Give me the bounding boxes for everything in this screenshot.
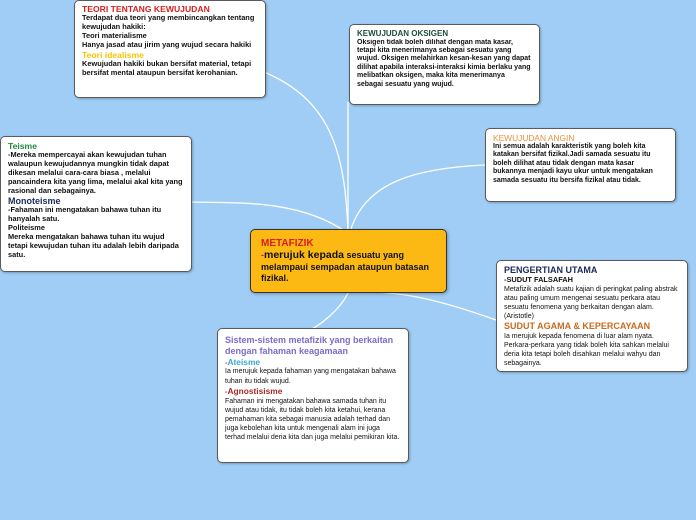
angin-node[interactable] [485,128,676,202]
teisme-text1: -Mereka mempercayai akan kewujudan tuhan walaupun kewujudannya mungkin tidak dapat dikesan melalui cara-cara biasa , melalui pancaindera kita yang lima, melalui akal kita yang rasional dan sebagainya. [8,150,183,195]
politeisme-label: Politeisme [8,223,45,233]
center-text-big: merujuk kepada [264,249,344,261]
agnostisisme-heading: Agnostisisme [227,385,283,396]
link-sistem [310,293,348,330]
teisme-heading: Teisme [8,141,37,151]
teori-heading: TEORI TENTANG KEWUJUDAN [82,4,210,14]
ateisme-text: Ia merujuk kepada fahaman yang mengatakan bahawa tuhan itu tidak wujud. [225,368,396,385]
center-title: METAFIZIK [261,238,314,249]
oksigen-node[interactable] [349,24,540,105]
pengertian-text2: Ia merujuk kepada fenomena di luar alam nyata. Perkara-perkara yang tidak boleh kita sahkan melalui deria kita tetapi boleh disahkan melalui wahyu dan sebagainya. [504,332,669,368]
oksigen-text: Oksigen tidak boleh dilihat dengan mata kasar, tetapi kita menerimanya sebagai sesuatu yang wujud. Oksigen melahirkan kesan-kesan yang dapat dilihat apabila interaksi-interaksi kimia berlaku yang melibatkan oksigen, maka kita menerimanya sebagai sesuatu yang wujud. [357,38,531,88]
link-angin [350,165,485,232]
teisme-text2: -Fahaman ini mengatakan bahawa tuhan itu hanyalah satu. [8,205,162,224]
center-node-metafizik[interactable] [250,229,447,293]
teisme-node[interactable] [0,136,192,272]
angin-heading: KEWUJUDAN ANGIN [493,133,575,143]
agnostisisme-dash: - [225,386,228,396]
ateisme-heading: Ateisme [227,356,261,367]
center-text [261,249,436,285]
sistem-heading: Sistem-sistem metafizik yang berkaitan dengan fahaman keagamaan [225,335,394,356]
teori-text1: Terdapat dua teori yang membincangkan tentang kewujudan hakiki: [82,13,255,32]
teori-idealisme-heading: Teori idealisme [82,49,144,60]
teori-line2: Teori materialisme [82,31,147,41]
teori-text4: Kewujudan hakiki bukan bersifat material, tetapi bersifat mental ataupun bersifat kerohanian. [82,59,252,77]
pengertian-sub: -SUDUT FALSAFAH [504,274,573,284]
link-teisme [190,202,346,232]
sudut-agama-heading: SUDUT AGAMA & KEPERCAYAAN [504,321,651,332]
link-teori [264,72,348,232]
oksigen-heading: KEWUJUDAN OKSIGEN [357,29,449,38]
angin-text: Ini semua adalah karakteristik yang boleh kita katakan bersifat fizikal.Jadi samada sesuatu itu boleh dilihat atau tidak dengan mata kasar bukannya menjadi kayu ukur untuk mengatakan samada sesuatu itu bersifa fizikal atau tidak. [493,143,653,184]
link-pengertian [350,292,496,320]
pengertian-node[interactable] [496,260,688,372]
pengertian-heading: PENGERTIAN UTAMA [504,265,598,275]
sistem-node[interactable] [217,328,409,463]
pengertian-text1: Metafizik adalah suatu kajian di peringkat paling abstrak atau paling umum mengenai sesuatu perkara atau sesuatu fenomena yang berkaitan dengan alam. (Aristotle) [504,285,678,320]
teisme-text3: Mereka mengatakan bahawa tuhan itu wujud tetapi kewujudan tuhan itu adalah lebih daripada satu. [8,232,179,259]
ateisme-dash: - [225,357,228,367]
center-dash: - [261,250,264,260]
teori-kewujudan-node[interactable] [74,0,266,98]
center-text-rest: sesuatu yang melampaui sempadan ataupun batasan fizikal. [261,250,430,284]
agnostisisme-text: Fahaman ini mengatakan bahawa samada tuhan itu wujud atau tidak, itu tidak boleh kita ketahui, kerana pemahaman kita sebagai manusia adalah terhad dan juga kebolehan kita untuk mengenali alam ini juga terhad melalui deria kita dan juga melalui pemikiran kita. [225,397,400,441]
monoteisme-heading: Monoteisme [8,195,61,206]
teori-line3: Hanya jasad atau jirim yang wujud secara hakiki [82,39,252,49]
